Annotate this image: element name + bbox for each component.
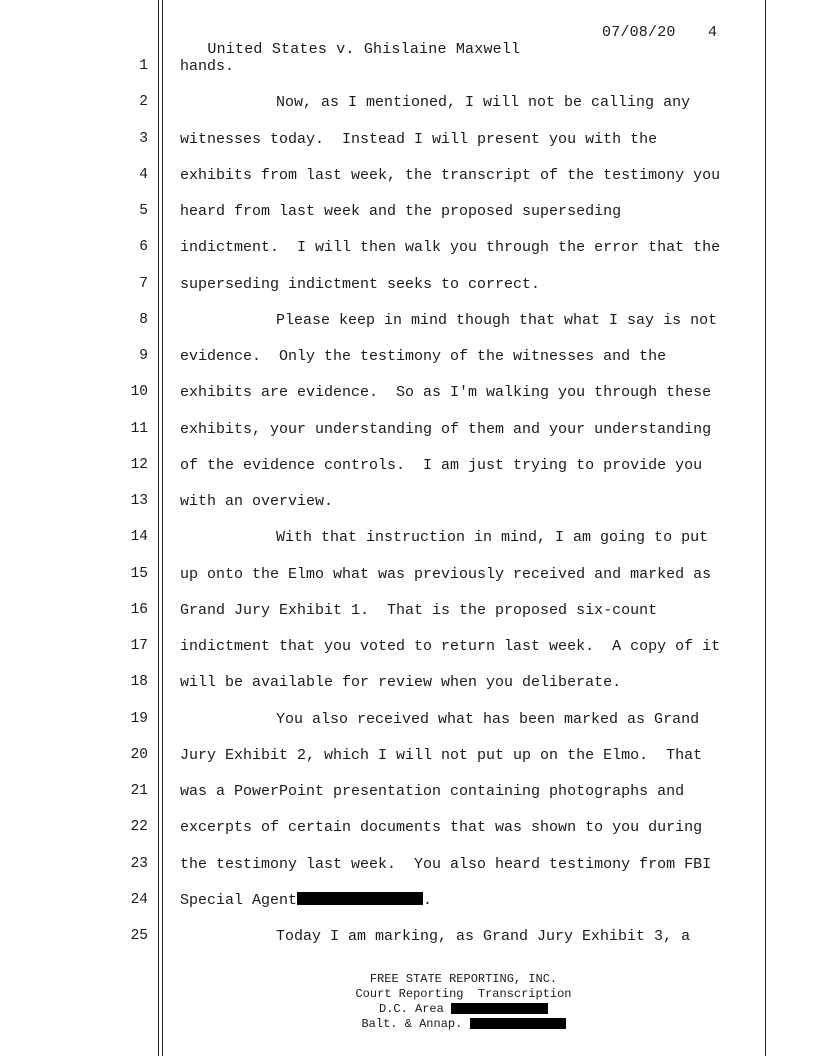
- line-number: 21: [130, 783, 148, 799]
- dc-area-label: D.C. Area: [378, 1002, 444, 1016]
- line-number: 13: [130, 493, 148, 509]
- line-text: [276, 312, 717, 329]
- line-text: [180, 747, 702, 764]
- line-number: 22: [130, 819, 148, 836]
- line-text-content: heard from last week and the proposed superseding: [180, 203, 622, 220]
- line-number: 8: [139, 311, 148, 328]
- case-caption: United States v. Ghislaine Maxwell: [207, 41, 521, 58]
- line-number: 25: [130, 928, 148, 944]
- line-text-content: hands.: [180, 58, 235, 75]
- transcript-line: [0, 529, 816, 549]
- line-number: 16: [130, 601, 148, 618]
- line-text: [180, 493, 333, 510]
- line-text-content: Please keep in mind though that what I say is not: [276, 311, 718, 329]
- balt-annap-line: [162, 1017, 765, 1032]
- line-number: 3: [139, 130, 148, 147]
- line-text: [180, 421, 711, 438]
- line-text: [180, 783, 684, 800]
- transcript-line: [0, 348, 816, 368]
- line-text-content: Special Agent: [180, 891, 298, 909]
- line-number: 4: [139, 166, 148, 183]
- page-footer: [162, 972, 765, 1032]
- line-text-content: of the evidence controls. I am just trying to provide you: [180, 456, 703, 474]
- transcript-line: [0, 203, 816, 223]
- transcript-line: [0, 928, 816, 948]
- line-text: [180, 131, 657, 148]
- line-text-content: Grand Jury Exhibit 1. That is the proposed six-count: [180, 601, 658, 619]
- reporter-company: FREE STATE REPORTING, INC.: [369, 972, 558, 986]
- line-text-after-redaction: .: [423, 891, 433, 909]
- transcript-line: [0, 566, 816, 586]
- line-text-content: With that instruction in mind, I am going to put: [276, 529, 709, 547]
- redaction-box: [451, 1003, 548, 1014]
- line-text-content: witnesses today. Instead I will present you with the: [180, 130, 658, 148]
- page-number: 4: [708, 24, 718, 41]
- transcript-line: [0, 493, 816, 513]
- transcript-line: [0, 674, 816, 694]
- line-text: [180, 384, 711, 401]
- transcript-line: [0, 94, 816, 114]
- line-text: [180, 239, 720, 256]
- line-text: [180, 856, 711, 873]
- line-number: 10: [130, 384, 148, 401]
- line-text-content: indictment. I will then walk you through the error that the: [180, 239, 721, 257]
- line-number: 18: [130, 674, 148, 691]
- transcript-line: [0, 276, 816, 296]
- line-text-content: You also received what has been marked as Grand: [276, 710, 700, 728]
- transcript-line: [0, 783, 816, 803]
- line-number: 15: [130, 565, 148, 582]
- transcript-line: [0, 602, 816, 622]
- transcript-line: [0, 239, 816, 259]
- line-text: [180, 674, 621, 691]
- transcript-line: [0, 856, 816, 876]
- line-text-content: up onto the Elmo what was previously received and marked as: [180, 565, 712, 583]
- line-number: 9: [139, 348, 148, 364]
- line-text-content: with an overview.: [180, 493, 334, 510]
- line-text-content: was a PowerPoint presentation containing photographs and: [180, 783, 685, 800]
- transcript-line: [0, 819, 816, 839]
- line-text: [276, 94, 690, 111]
- transcript-line: [0, 131, 816, 151]
- line-text: [180, 58, 234, 75]
- line-text-content: will be available for review when you deliberate.: [180, 674, 622, 692]
- redaction-box: [297, 892, 423, 905]
- line-text: [180, 638, 720, 655]
- transcript-line: [0, 421, 816, 441]
- line-text-content: indictment that you voted to return last week. A copy of it: [180, 638, 721, 655]
- transcript-line: [0, 711, 816, 731]
- line-number: 20: [130, 746, 148, 763]
- transcript-line: [0, 167, 816, 187]
- line-text-content: exhibits from last week, the transcript of the testimony you: [180, 166, 721, 184]
- line-text: [180, 819, 702, 836]
- line-text: [180, 167, 720, 184]
- line-number: 1: [139, 58, 148, 74]
- line-number: 14: [130, 529, 148, 546]
- line-number: 19: [130, 710, 148, 727]
- line-text: [180, 457, 702, 474]
- transcript-line: [0, 638, 816, 658]
- line-number: 23: [130, 855, 148, 872]
- line-number: 7: [139, 275, 148, 292]
- line-text-content: Today I am marking, as Grand Jury Exhibit 3, a: [276, 928, 691, 945]
- reporter-service: Court Reporting Transcription: [355, 987, 572, 1001]
- transcript-line: [0, 312, 816, 332]
- line-number: 17: [130, 638, 148, 654]
- transcript-line: [0, 747, 816, 767]
- line-text-content: Now, as I mentioned, I will not be calling any: [276, 94, 691, 112]
- transcript-line: [0, 457, 816, 477]
- line-text-content: evidence. Only the testimony of the witnesses and the: [180, 348, 667, 365]
- transcript-line: [0, 58, 816, 78]
- redaction-box: [470, 1018, 566, 1029]
- balt-annap-label: Balt. & Annap.: [361, 1017, 463, 1031]
- header-date: 07/08/20: [602, 24, 676, 41]
- line-text: [180, 276, 540, 293]
- line-text: [276, 529, 708, 546]
- line-text: [276, 928, 690, 945]
- line-text: [180, 348, 666, 365]
- line-text: [276, 711, 699, 728]
- line-text: [180, 602, 657, 619]
- line-number: 12: [130, 456, 148, 473]
- line-text: [180, 566, 711, 583]
- line-number: 24: [130, 891, 148, 908]
- line-text-content: exhibits are evidence. So as I'm walking you through these: [180, 384, 712, 402]
- line-text-content: Jury Exhibit 2, which I will not put up on the Elmo. That: [180, 746, 703, 764]
- line-number: 5: [139, 203, 148, 219]
- line-text-content: superseding indictment seeks to correct.: [180, 275, 541, 293]
- line-text-content: the testimony last week. You also heard testimony from FBI: [180, 855, 712, 873]
- line-number: 11: [130, 420, 148, 437]
- line-number: 2: [139, 94, 148, 111]
- line-text-content: excerpts of certain documents that was shown to you during: [180, 819, 703, 837]
- dc-area-line: [162, 1002, 765, 1017]
- line-text: [180, 892, 432, 909]
- transcript-line: [0, 892, 816, 912]
- line-text-content: exhibits, your understanding of them and your understanding: [180, 420, 712, 438]
- transcript-line: [0, 384, 816, 404]
- line-number: 6: [139, 239, 148, 256]
- line-text: [180, 203, 621, 220]
